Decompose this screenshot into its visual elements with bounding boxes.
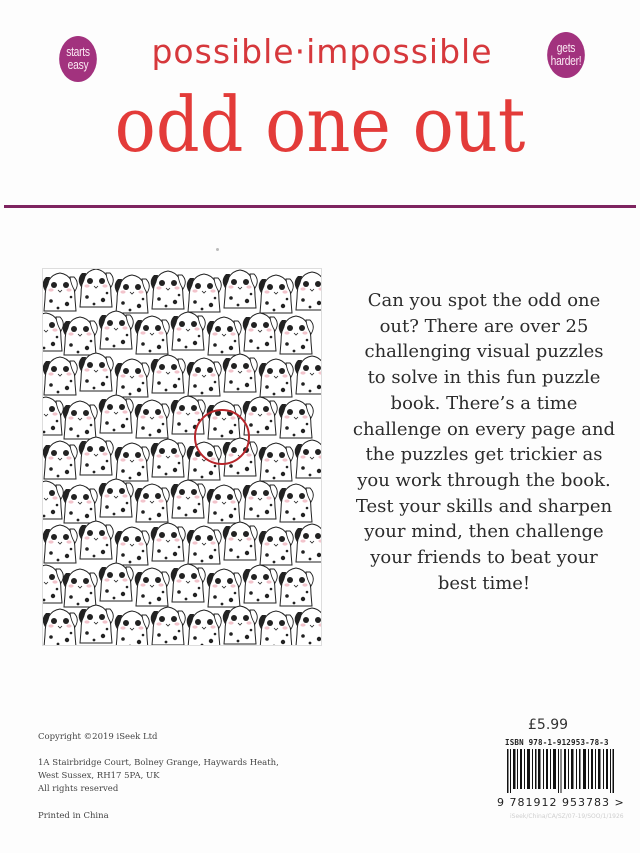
- dalmatian-pattern-illustration: [43, 269, 321, 645]
- badge-left-line1: starts: [66, 45, 90, 59]
- blurb-line: your friends to beat your: [370, 547, 598, 569]
- starts-easy-badge: [59, 36, 97, 82]
- print-code: iSeek/China/CA/SZ/07-19/SOO/1/1926: [510, 813, 624, 820]
- blurb-line: the puzzles get trickier as: [365, 444, 603, 466]
- barcode-icon: [505, 749, 615, 793]
- price-label: £5.99: [528, 717, 569, 733]
- address-line: West Sussex, RH17 5PA, UK: [38, 771, 160, 781]
- back-cover-blurb: [334, 288, 634, 596]
- badge-right-line2: harder!: [550, 54, 582, 68]
- publisher-address: [38, 757, 279, 796]
- copyright-notice: Copyright ©2019 iSeek Ltd: [38, 732, 158, 742]
- blurb-line: challenging visual puzzles: [364, 341, 604, 363]
- blurb-line: out? There are over 25: [379, 315, 589, 337]
- barcode-digits: 9 781912 953783 >: [497, 796, 625, 809]
- blurb-line: book. There’s a time: [390, 392, 578, 414]
- blurb-line: to solve in this fun puzzle: [367, 367, 601, 389]
- odd-one-out-highlight-circle: [194, 409, 250, 465]
- badge-right-line1: gets: [556, 41, 576, 55]
- series-title: possible·impossible: [151, 32, 493, 71]
- blurb-line: Can you spot the odd one: [367, 290, 601, 311]
- gets-harder-badge: [547, 32, 585, 78]
- printed-in: Printed in China: [38, 811, 109, 821]
- blurb-line: your mind, then challenge: [364, 521, 604, 543]
- address-line: 1A Stairbridge Court, Bolney Grange, Haywards Heath,: [38, 758, 279, 768]
- isbn-label: ISBN 978-1-912953-78-3: [505, 738, 609, 747]
- header-divider: [4, 205, 636, 208]
- blurb-line: best time!: [437, 572, 531, 594]
- rights-line: All rights reserved: [38, 784, 119, 794]
- book-title: odd one out: [114, 80, 526, 169]
- blurb-line: challenge on every page and: [352, 418, 616, 440]
- badge-left-line2: easy: [67, 58, 89, 72]
- dalmatian-puzzle-image: [42, 268, 322, 646]
- blurb-line: Test your skills and sharpen: [355, 495, 613, 517]
- blurb-line: you work through the book.: [357, 469, 611, 491]
- print-speck: [216, 248, 219, 251]
